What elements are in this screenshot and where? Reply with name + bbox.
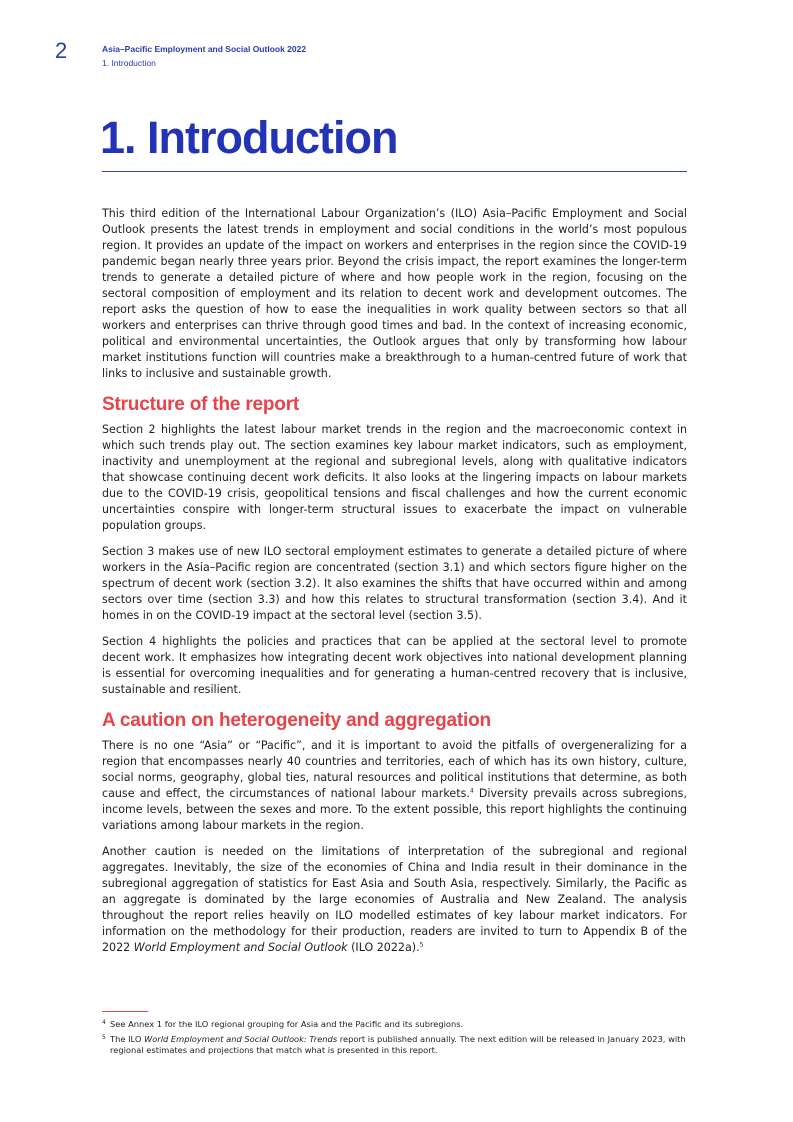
caution-paragraph-2-end: (ILO 2022a).	[347, 941, 420, 954]
footnote-5	[102, 1034, 690, 1056]
weso-title-italic: World Employment and Social Outlook	[133, 941, 348, 954]
footnote-ref-5[interactable]: 5	[419, 941, 424, 949]
structure-paragraph-section-2: Section 2 highlights the latest labour market trends in the region and the macroeconomic context in which such trends play out. The section examines key labour market indicators, such as employment, inactivity and unemployment at the regional and subregional levels, along with qualitative indicators that showcase continuing decent work deficits. It also looks at the lingering impacts on labour markets due to the COVID-19 crisis, geopolitical tensions and fiscal challenges and how the current economic uncertainties conspire with longer-term structural issues to exacerbate the impact on vulnerable population groups.	[102, 423, 687, 532]
footnote-divider	[102, 1011, 148, 1012]
footnote-number: 4	[102, 1019, 106, 1026]
caution-paragraph-1-cont: Diversity prevails across subregions, income levels, between the sexes and more. To the extent possible, this report highlights the continuing variations among labour markets in the region.	[102, 787, 687, 832]
footnote-4	[102, 1019, 690, 1030]
footnote-number: 5	[102, 1034, 106, 1041]
title-divider	[102, 171, 687, 172]
footnote-text: See Annex 1 for the ILO regional grouping for Asia and the Pacific and its subregions.	[110, 1019, 464, 1029]
caution-heading: A caution on heterogeneity and aggregation	[102, 710, 491, 731]
intro-paragraph: This third edition of the International Labour Organization’s (ILO) Asia–Pacific Employment and Social Outlook presents the latest trends in employment and social conditions in the world’s most populous region. It provides an update of the impact on workers and enterprises in the region since the COVID-19 pandemic began nearly three years prior. Beyond the crisis impact, the report examines the longer-term trends to generate a detailed picture of where and how people work in the region, focusing on the sectoral composition of employment and its relation to decent work and development outcomes. The report asks the question of how to ease the inequalities in work quality between sectors so that all workers and enterprises can thrive through good times and bad. In the context of increasing economic, political and environmental uncertainties, the Outlook argues that only by transforming how labour market institutions function will countries make a breakthrough to a human-centred future of work that links to inclusive and sustainable growth.	[102, 207, 687, 380]
footnotes	[102, 1019, 690, 1060]
footnote-text-after: report is published annually. The next edition will be released in January 2023, with regional estimates and projections that match what is presented in this report.	[110, 1034, 686, 1055]
running-header	[102, 43, 306, 70]
structure-paragraph-section-4: Section 4 highlights the policies and practices that can be applied at the sectoral level to promote decent work. It emphasizes how integrating decent work objectives into national development planning is essential for overcoming inequalities and for generating a human-centred recovery that is inclusive, sustainable and resilient.	[102, 635, 687, 696]
footnote-text-italic: World Employment and Social Outlook: Trends	[144, 1034, 338, 1044]
footnote-text-before: The ILO	[110, 1034, 145, 1044]
structure-paragraph-section-3: Section 3 makes use of new ILO sectoral employment estimates to generate a detailed picture of where workers in the Asia–Pacific region are concentrated (section 3.1) and which sectors figure higher on the spectrum of decent work (section 3.2). It also examines the shifts that have occurred within and among sectors over time (section 3.3) and how this relates to structural transformation (section 3.4). And it homes in on the COVID-19 impact at the sectoral level (section 3.5).	[102, 545, 687, 622]
caution-paragraph-1-text: There is no one “Asia” or “Pacific”, and it is important to avoid the pitfalls of overgeneralizing for a region that encompasses nearly 40 countries and territories, each of which has its own history, culture, social norms, geography, global ties, natural resources and political institutions that determine, as both cause and effect, the circumstances of national labour markets.	[102, 739, 687, 800]
section-label: 1. Introduction	[102, 58, 156, 68]
caution-paragraph-2-text: Another caution is needed on the limitations of interpretation of the subregional and regional aggregates. Inevitably, the size of the economies of China and India result in their dominance in the subregional aggregation of statistics for East Asia and South Asia, respectively. Similarly, the Pacific as an aggregate is dominated by the large economies of Australia and New Zealand. The analysis throughout the report relies heavily on ILO modelled estimates of key labour market indicators. For information on the methodology for their production, readers are invited to turn to Appendix B of the 2022	[102, 845, 687, 954]
report-title: Asia–Pacific Employment and Social Outlook 2022	[102, 44, 307, 54]
main-content	[102, 206, 687, 966]
caution-paragraph-2	[102, 844, 687, 956]
footnote-ref-4[interactable]: 4	[469, 787, 474, 795]
page-number: 2	[55, 38, 68, 63]
caution-paragraph-1	[102, 738, 687, 834]
structure-heading: Structure of the report	[102, 394, 300, 415]
chapter-title: 1. Introduction	[100, 112, 398, 163]
